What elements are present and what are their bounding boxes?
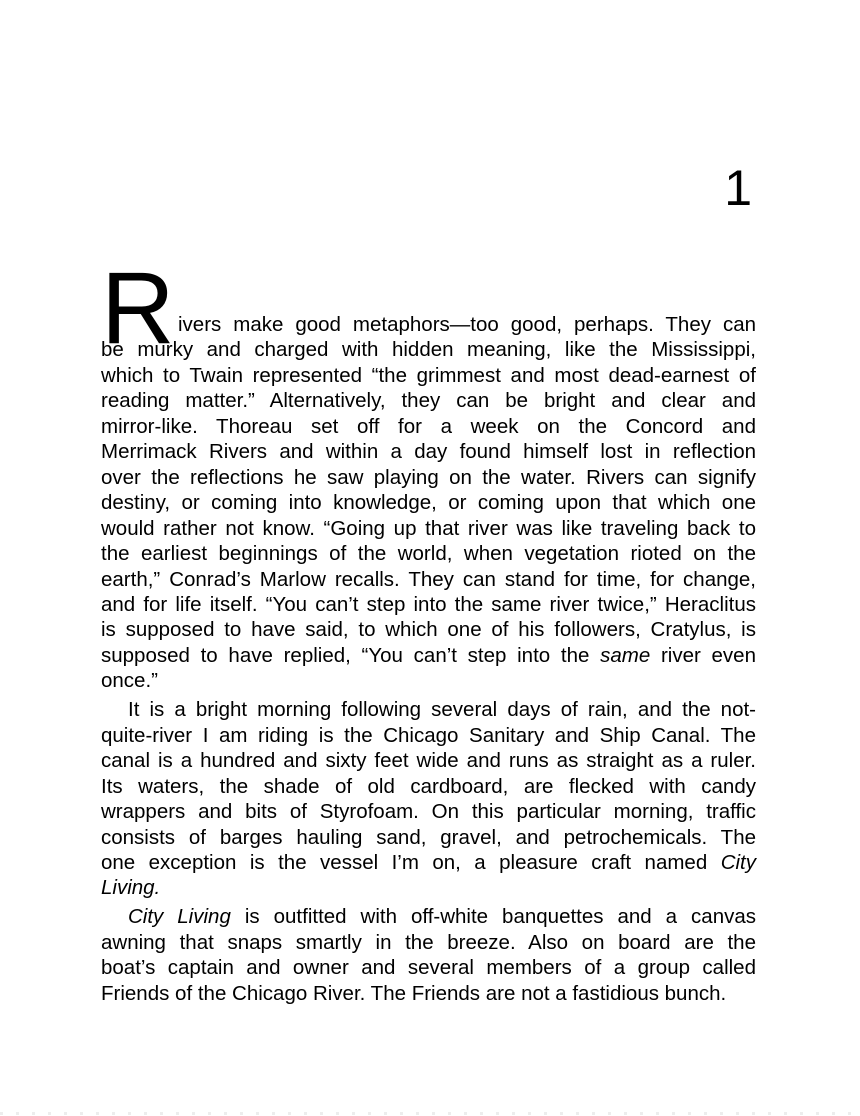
- text-segment: over the reflections he saw playing on the water. Rivers can signify: [101, 465, 756, 489]
- text-line: [101, 617, 756, 642]
- paragraph: [101, 904, 756, 1006]
- text-line: [101, 439, 756, 464]
- text-segment: City: [720, 851, 756, 875]
- chapter-number: 1: [724, 160, 752, 216]
- text-line: [101, 930, 756, 955]
- text-segment: one exception is the vessel I’m on, a pleasure craft named: [101, 851, 721, 875]
- text-segment: consists of barges hauling sand, gravel, and petrochemicals. The: [101, 825, 756, 849]
- page-edge-dots: [0, 1112, 860, 1115]
- text-segment: canal is a hundred and sixty feet wide and runs as straight as a ruler.: [101, 749, 756, 773]
- text-line: [101, 465, 756, 490]
- text-segment: boat’s captain and owner and several members of a group called: [101, 956, 756, 980]
- text-segment: Merrimack Rivers and within a day found himself lost in reflection: [101, 440, 756, 464]
- paragraphs: [101, 312, 756, 1006]
- text-segment: supposed to have replied, “You can’t step into the: [101, 643, 601, 667]
- text-line: [101, 668, 756, 693]
- text-line: [101, 748, 756, 773]
- text-segment: quite-river I am riding is the Chicago Sanitary and Ship Canal. The: [101, 723, 756, 747]
- text-line: [101, 697, 756, 722]
- text-line: [101, 643, 756, 668]
- text-line: [101, 567, 756, 592]
- text-segment: It is a bright morning following several days of rain, and the not-: [128, 698, 756, 722]
- text-segment: Its waters, the shade of old cardboard, are flecked with candy: [101, 774, 756, 798]
- text-segment: same: [600, 643, 651, 667]
- text-segment: would rather not know. “Going up that river was like traveling back to: [101, 516, 756, 540]
- text-segment: Living.: [101, 876, 161, 900]
- paragraph: [101, 697, 756, 901]
- text-segment: is outfitted with off-white banquettes and a canvas: [230, 905, 757, 929]
- text-segment: wrappers and bits of Styrofoam. On this particular morning, traffic: [101, 800, 756, 824]
- text-segment: earth,” Conrad’s Marlow recalls. They can stand for time, for change,: [101, 567, 756, 591]
- text-segment: be murky and charged with hidden meaning, like the Mississippi,: [101, 338, 756, 362]
- text-line: [101, 904, 756, 929]
- text-line: [101, 875, 756, 900]
- text-line: [101, 388, 756, 413]
- text-segment: once.”: [101, 669, 158, 693]
- text-segment: river even: [650, 643, 756, 667]
- text-line: [101, 850, 756, 875]
- text-segment: the earliest beginnings of the world, when vegetation rioted on the: [101, 542, 756, 566]
- text-segment: which to Twain represented “the grimmest and most dead-earnest of: [101, 363, 756, 387]
- text-line: [101, 955, 756, 980]
- text-line: [101, 414, 756, 439]
- text-line: [101, 825, 756, 850]
- text-line: [101, 799, 756, 824]
- text-segment: City Living: [128, 905, 231, 929]
- text-segment: destiny, or coming into knowledge, or coming upon that which one: [101, 491, 756, 515]
- text-line: [101, 774, 756, 799]
- text-line: [101, 363, 756, 388]
- text-segment: ivers make good metaphors—too good, perhaps. They can: [178, 313, 756, 336]
- text-line: [101, 516, 756, 541]
- text-line: [101, 490, 756, 515]
- text-segment: Friends of the Chicago River. The Friends are not a fastidious bunch.: [101, 981, 727, 1005]
- text-segment: is supposed to have said, to which one of his followers, Cratylus, is: [101, 618, 756, 642]
- text-segment: awning that snaps smartly in the breeze. Also on board are the: [101, 930, 756, 954]
- text-line: [101, 723, 756, 748]
- text-line: [101, 592, 756, 617]
- text-segment: mirror-like. Thoreau set off for a week on the Concord and: [101, 414, 756, 438]
- text-segment: reading matter.” Alternatively, they can be bright and clear and: [101, 389, 756, 413]
- body-text: [101, 251, 757, 1006]
- drop-cap: R: [101, 251, 175, 365]
- text-line: [101, 312, 756, 337]
- paragraph: [101, 312, 756, 694]
- text-line: [101, 337, 756, 362]
- text-line: [101, 981, 756, 1006]
- text-line: [101, 541, 756, 566]
- text-segment: and for life itself. “You can’t step into the same river twice,” Heraclitus: [101, 592, 756, 616]
